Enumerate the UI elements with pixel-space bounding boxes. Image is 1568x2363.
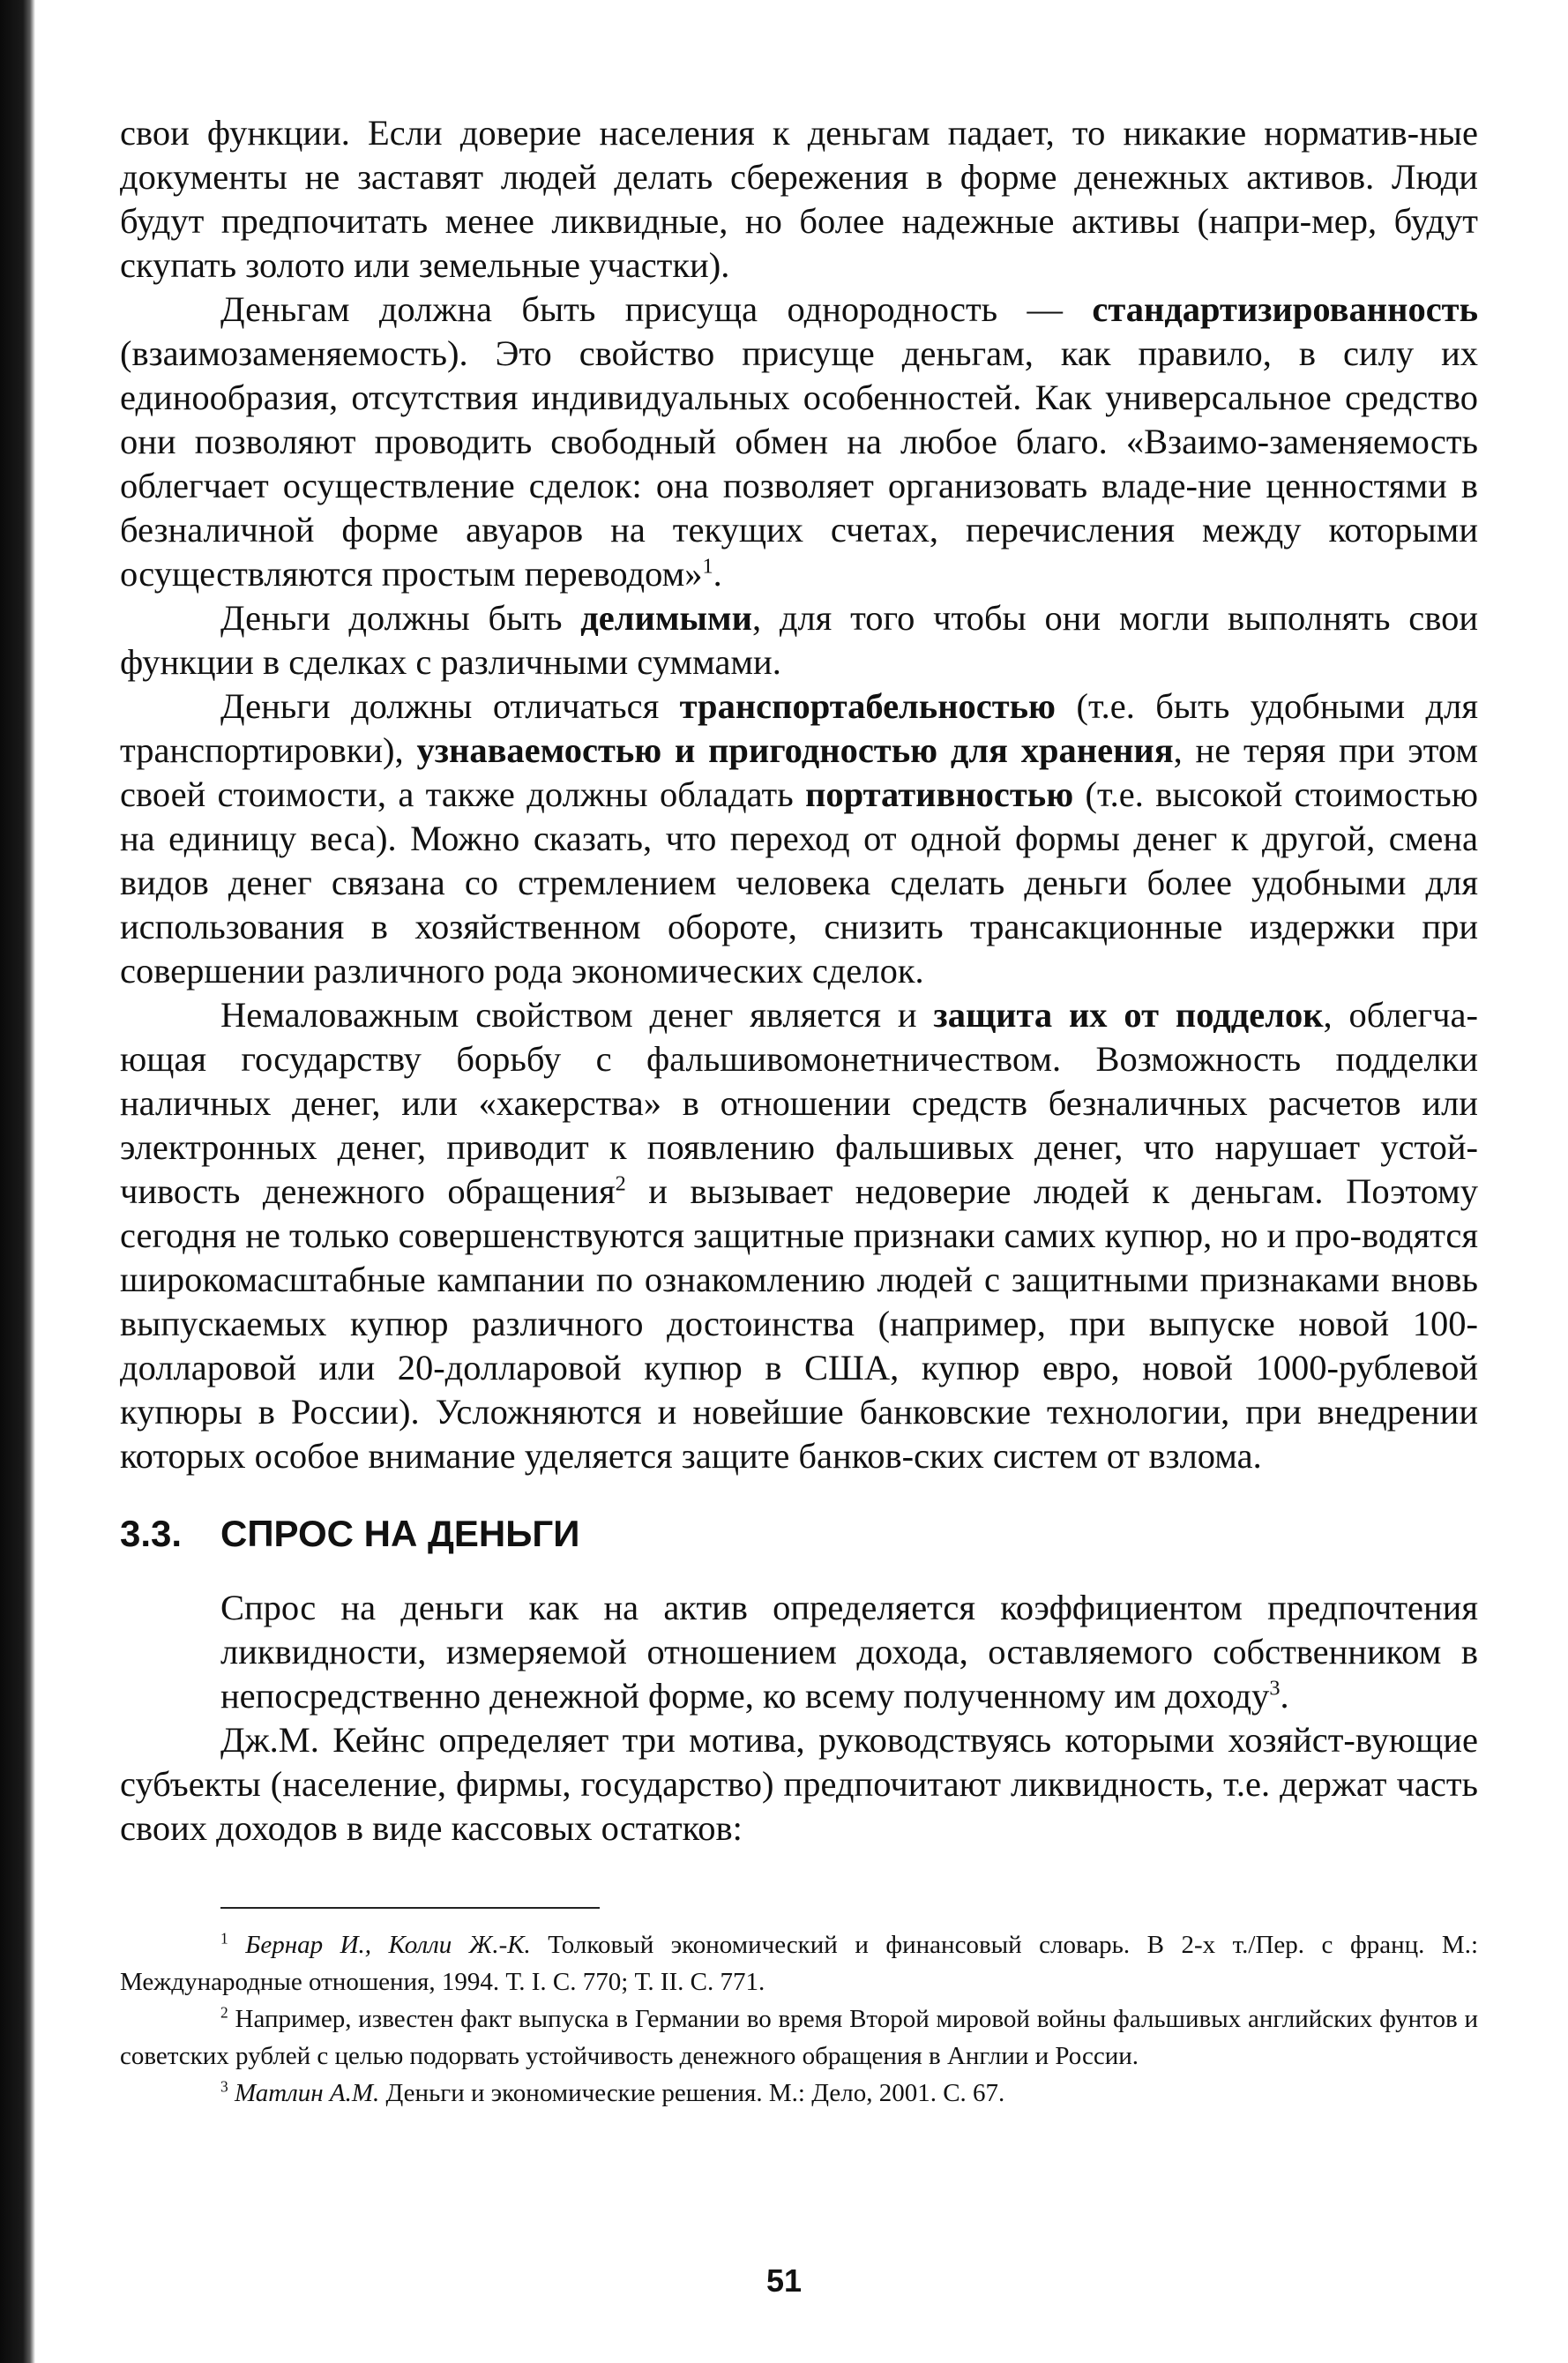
footnote-1: $^1$ Бернар И., Колли Ж.-К. Толковый экономический и финансовый словарь. В 2-х т./Пер. с франц. М.: Международные отношения, 1994. Т. I. С. 770; Т. II. С. 771. bbox=[120, 1929, 1478, 1996]
term-standardization: стандартизированность bbox=[1092, 289, 1478, 329]
paragraph-continuation: свои функции. Если доверие населения к деньгам падает, то никакие норматив-ные документы не заставят людей делать сбережения в форме денежных активов. Люди будут предпочитать менее ликвидные, но более надежные активы (напри-мер, будут скупать золото или земельные участки). bbox=[120, 113, 1478, 285]
section-paragraph-keynes: Дж.М. Кейнс определяет три мотива, руководствуясь которыми хозяйст-вующие субъекты (население, фирмы, государство) предпочитают ликвидность, т.е. держат часть своих доходов в виде кассовых остатков: bbox=[120, 1720, 1478, 1848]
page-number: 51 bbox=[765, 2262, 803, 2299]
footnote-2: $^2$ Например, известен факт выпуска в Германии во время Второй мировой войны фальшивых английских фунтов и советских рублей с целью подорвать устойчивость денежного обращения в Англии и России. bbox=[120, 2003, 1478, 2070]
term-transportability: транспортабельностью bbox=[679, 686, 1057, 726]
footnote-3: $^3$ Матлин А.М. Деньги и экономические решения. М.: Дело, 2001. С. 67. bbox=[220, 2077, 1005, 2107]
section-heading bbox=[120, 1512, 1478, 1556]
book-page bbox=[120, 111, 1478, 2112]
book-binding-edge bbox=[0, 0, 35, 2363]
paragraph-transportability: Деньги должны отличаться транспортабельностью (т.е. быть удобными для транспортировки), узнаваемостью и пригодностью для хранения, не теряя при этом своей стоимости, а также должны обладать портативностью (т.е. высокой стоимостью на единицу веса). Можно сказать, что переход от одной формы денег к другой, смена видов денег связана со стремлением человека сделать деньги более удобными для использования в хозяйственном обороте, снизить трансакционные издержки при совершении различного рода экономических сделок. bbox=[120, 686, 1478, 991]
section-title: СПРОС НА ДЕНЬГИ bbox=[220, 1513, 580, 1554]
footnote-ref-1: 1 bbox=[702, 554, 713, 579]
term-divisible: делимыми bbox=[580, 598, 752, 638]
footnote-ref-2: 2 bbox=[615, 1171, 626, 1196]
term-portability: портативностью bbox=[805, 774, 1074, 814]
footnote-ref-3: 3 bbox=[1269, 1676, 1281, 1701]
section-paragraph-demand: Спрос на деньги как на актив определяется коэффициентом предпочтения ликвидности, измеряемой отношением дохода, оставляемого собственником в непосредственно денежной форме, ко всему полученному им доходу$^3$. bbox=[220, 1588, 1478, 1716]
section-number: 3.3. bbox=[120, 1513, 183, 1554]
term-recognizability: узнаваемостью и пригодностью для хранения bbox=[416, 730, 1174, 770]
paragraph-counterfeit-protection: Немаловажным свойством денег является и защита их от подделок, облегча-ющая государству борьбу с фальшивомонетничеством. Возможность подделки наличных денег, или «хакерства» в отношении средств безналичных расчетов или электронных денег, приводит к появлению фальшивых денег, что нарушает устой-чивость денежного обращения$^2$ и вызывает недоверие людей к деньгам. Поэтому сегодня не только совершенствуются защитные признаки самих купюр, но и про-водятся широкомасштабные кампании по ознакомлению людей с защитными признаками вновь выпускаемых купюр различного достоинства (например, при выпуске новой 100-долларовой или 20-долларовой купюр в США, купюр евро, новой 1000-рублевой купюры в России). Усложняются и новейшие банковские технологии, при внедрении которых особое внимание уделяется защите банков-ских систем от взлома. bbox=[120, 995, 1479, 1476]
term-counterfeit-protection: защита их от подделок bbox=[933, 995, 1324, 1035]
footnote-divider bbox=[220, 1907, 600, 1909]
paragraph-divisibility: Деньги должны быть делимыми, для того чтобы они могли выполнять свои функции в сделках с различными суммами. bbox=[120, 598, 1478, 682]
paragraph-standardization: Деньгам должна быть присуща однородность — стандартизированность (взаимозаменяемость). Это свойство присуще деньгам, как правило, в силу их единообразия, отсутствия индивидуальных особенностей. Как универсальное средство они позволяют проводить свободный обмен на любое благо. «Взаимо-заменяемость облегчает осуществление сделок: она позволяет организовать владе-ние ценностями в безналичной форме авуаров на текущих счетах, перечисления между которыми осуществляются простым переводом»$^1$. bbox=[120, 289, 1478, 594]
